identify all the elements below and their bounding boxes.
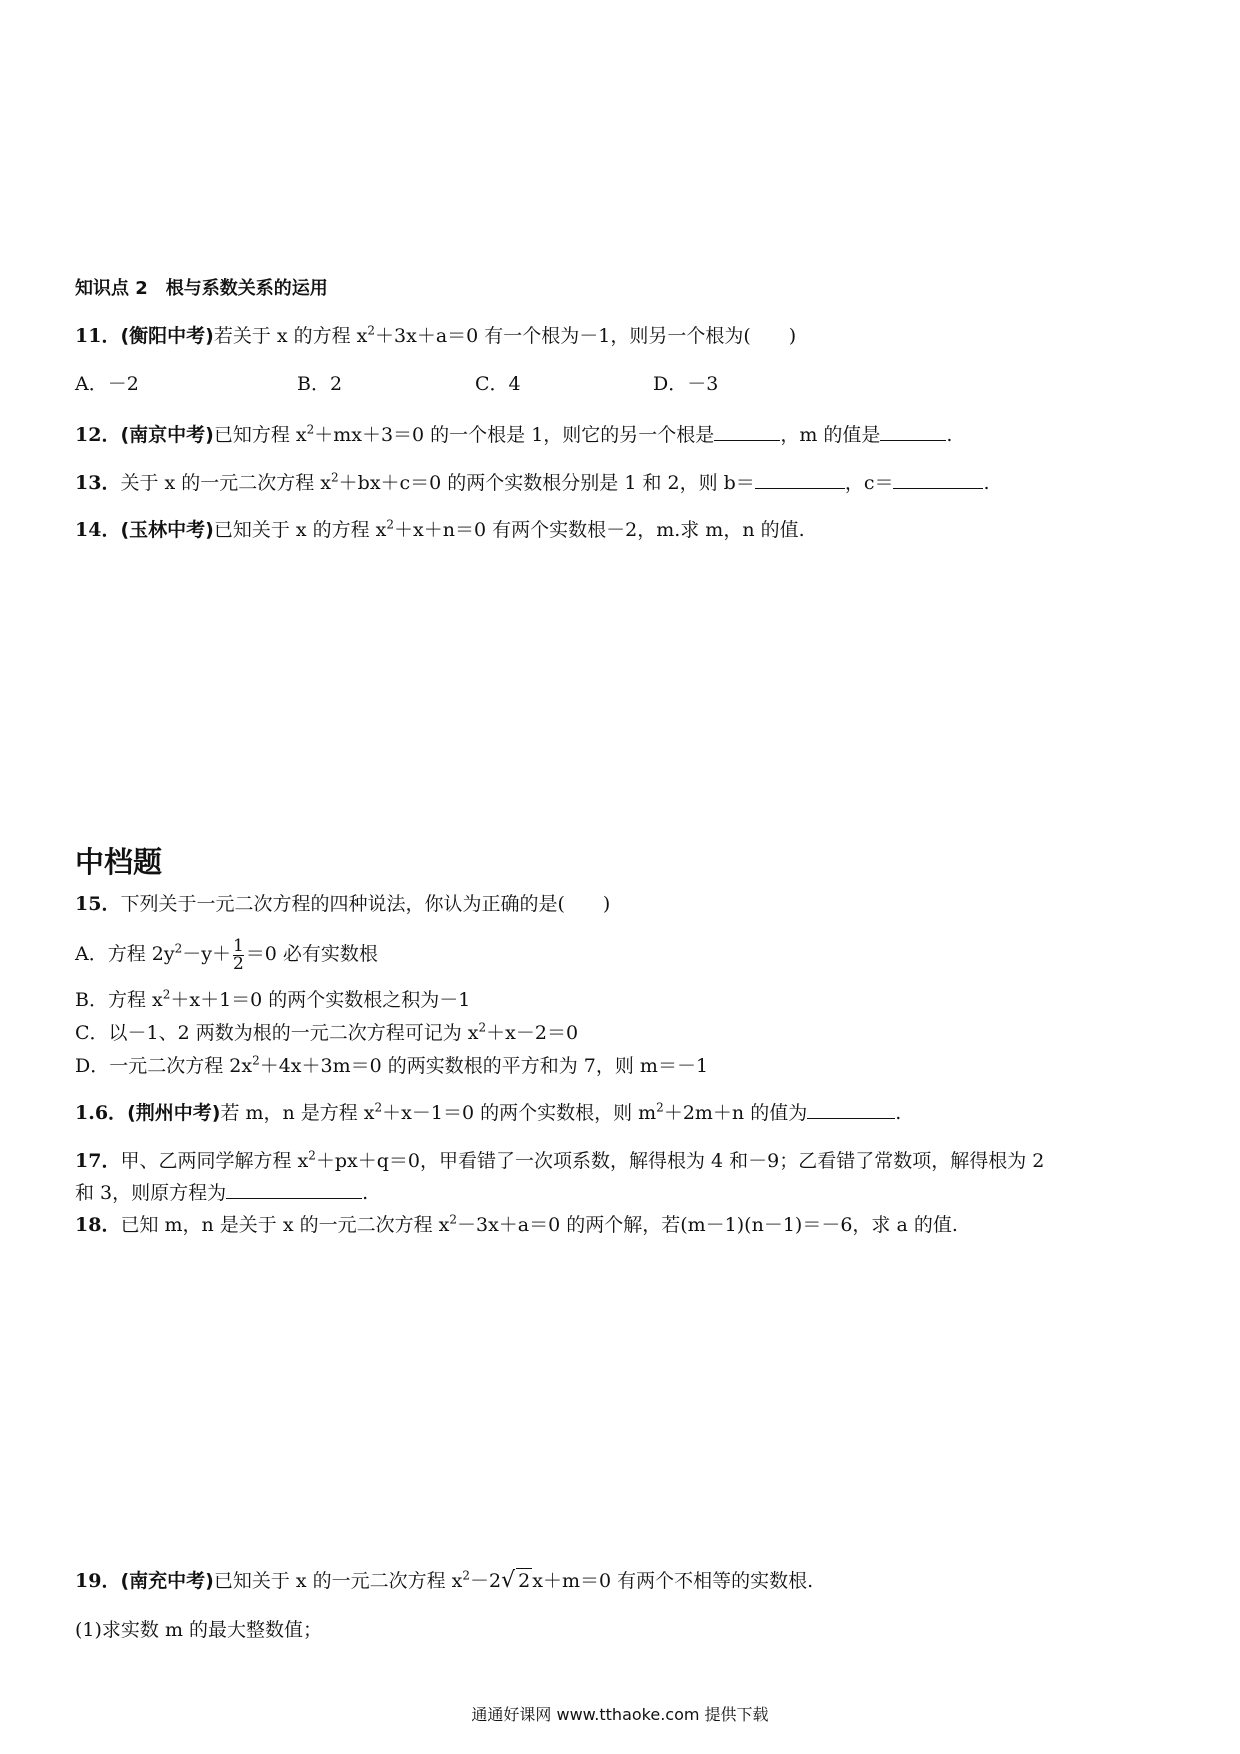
option-d [75,1054,708,1078]
question-text: ＋2m＋n 的值为 [663,1102,808,1124]
option-text: C．以－1、2 两数为根的一元二次方程可记为 x [75,1022,479,1044]
question-11-options [75,372,718,396]
question-19-part-1: (1)求实数 m 的最大整数值； [75,1619,323,1641]
question-text: x＋m＝0 有两个不相等的实数根. [532,1570,814,1592]
radicand: 2 [518,1570,531,1592]
option-text: ＝0 必有实数根 [245,943,378,965]
knowledge-point-heading: 知识点 2 根与系数关系的运用 [75,278,328,299]
exponent: 2 [367,323,376,338]
answer-blank[interactable] [226,1180,362,1199]
question-text: 若 m，n 是方程 x [220,1102,375,1124]
question-text: ＋3x＋a＝0 有一个根为－1，则另一个根为( ) [375,325,797,347]
question-17 [75,1149,1044,1173]
exponent: 2 [374,1100,383,1115]
option-a [75,934,378,974]
question-source: (南京中考) [120,424,214,446]
question-text: 甲、乙两同学解方程 x [120,1150,309,1172]
question-text: 已知 m，n 是关于 x 的一元二次方程 x [120,1214,450,1236]
option-text: －y＋ [182,943,231,965]
question-text: 已知方程 x [213,424,307,446]
question-text: ＋mx＋3＝0 的一个根是 1，则它的另一个根是 [314,424,715,446]
exponent: 2 [478,1020,487,1035]
option-text: D．一元二次方程 2x [75,1055,253,1077]
question-number: 19． [75,1570,121,1592]
radical-sign: √ [501,1568,516,1593]
footer-credit: 通通好课网 www.tthaoke.com 提供下载 [471,1705,769,1724]
exponent: 2 [462,1568,471,1583]
question-13 [75,470,990,495]
question-18 [75,1213,958,1237]
exponent: 2 [386,517,395,532]
answer-blank[interactable] [880,422,946,441]
question-text: . [895,1102,902,1124]
option-c [75,1021,578,1045]
section-title: 中档题 [75,845,163,879]
question-text: ＋x＋n＝0 有两个实数根－2，m.求 m，n 的值. [394,519,805,541]
question-number: 18． [75,1214,121,1236]
option-text: B．方程 x [75,989,163,1011]
question-11 [75,324,796,348]
question-12 [75,422,952,447]
question-source: (玉林中考) [120,519,214,541]
answer-blank[interactable] [755,470,845,489]
exponent: 2 [308,1148,316,1163]
question-text: －3x＋a＝0 的两个解，若(m－1)(n－1)＝－6，求 a 的值. [456,1214,958,1236]
question-text: －2 [470,1570,502,1592]
exponent: 2 [331,470,339,485]
exponent: 2 [449,1212,457,1227]
answer-blank[interactable] [893,470,983,489]
exponent: 2 [174,941,183,956]
question-15 [75,892,610,916]
answer-blank[interactable] [807,1100,895,1119]
question-number: 13． [75,472,121,494]
question-text: ，c＝ [844,472,894,494]
option-text: A．方程 2y [75,943,175,965]
question-source: (荆州中考) [127,1102,221,1124]
question-text: 已知关于 x 的一元二次方程 x [213,1570,463,1592]
exponent: 2 [162,987,171,1002]
option-text: ＋4x＋3m＝0 的两实数根的平方和为 7，则 m＝－1 [259,1055,709,1077]
question-text: . [362,1182,369,1204]
question-16 [75,1100,901,1125]
option-c: C．4 [475,373,521,395]
question-text: ，m 的值是 [780,424,881,446]
question-text: . [983,472,990,494]
fraction [232,935,244,974]
question-text: 若关于 x 的方程 x [213,325,368,347]
question-source: (衡阳中考) [120,325,214,347]
question-source: (南充中考) [120,1570,214,1592]
question-number: 14． [75,519,121,541]
question-17-cont [75,1180,368,1205]
question-text: 和 3，则原方程为 [75,1182,227,1204]
option-text: ＋x＋1＝0 的两个实数根之积为－1 [170,989,471,1011]
question-text: ＋px＋q＝0，甲看错了一次项系数，解得根为 4 和－9；乙看错了常数项，解得根为 2 [315,1150,1045,1172]
question-number: 17． [75,1150,121,1172]
fraction-numerator: 1 [232,935,244,956]
question-text: 下列关于一元二次方程的四种说法，你认为正确的是( ) [120,893,611,915]
question-19 [75,1568,813,1593]
question-text: ＋bx＋c＝0 的两个实数根分别是 1 和 2，则 b＝ [338,472,755,494]
question-text: . [946,424,953,446]
question-number: 12． [75,424,121,446]
question-14 [75,518,805,542]
question-text: 关于 x 的一元二次方程 x [120,472,332,494]
question-text: 已知关于 x 的方程 x [213,519,387,541]
exponent: 2 [252,1053,260,1068]
question-number: 15． [75,893,121,915]
option-b [75,988,470,1012]
option-b: B．2 [297,373,343,395]
question-number: 11． [75,325,121,347]
option-text: ＋x－2＝0 [486,1022,579,1044]
question-text: ＋x－1＝0 的两个实数根，则 m [382,1102,657,1124]
fraction-denominator: 2 [232,953,244,974]
exponent: 2 [306,422,315,437]
question-number: 1.6． [75,1102,128,1124]
option-d: D．－3 [653,373,719,395]
answer-blank[interactable] [714,422,780,441]
exponent: 2 [656,1100,664,1115]
option-a: A．－2 [75,373,139,395]
